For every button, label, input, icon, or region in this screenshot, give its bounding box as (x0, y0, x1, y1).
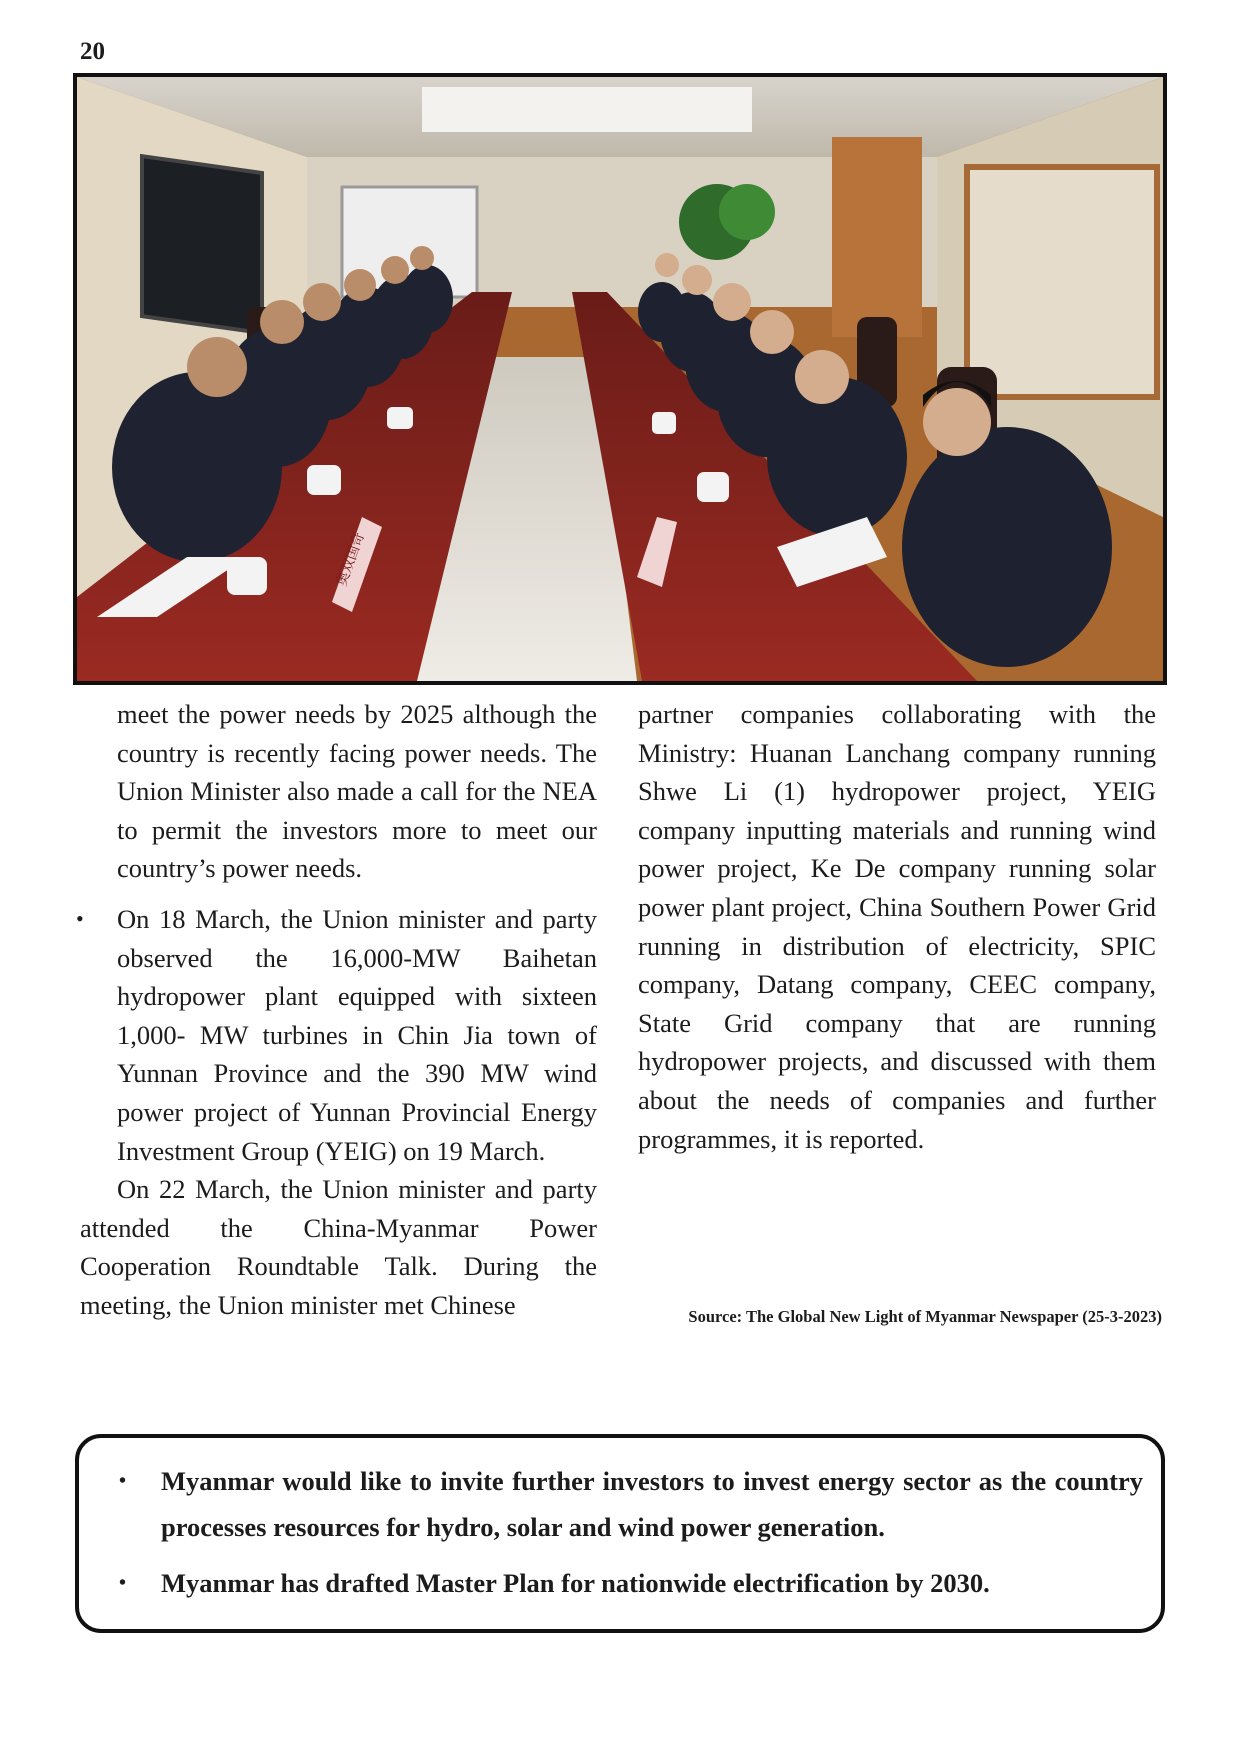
summary-item-text: Myanmar would like to invite further investors to invest energy sector as the country processes resources for hydro, solar and wind power generation. (161, 1466, 1143, 1542)
name-sign-text: 奥双国奇 (333, 530, 368, 589)
summary-item (119, 1560, 1143, 1606)
left-bullet-item (76, 900, 597, 1170)
right-paragraph: partner companies collaborating with the Ministry: Huanan Lanchang company running Shwe Li (1) hydropower project, YEIG company inputting materials and running wind power project, Ke De company running solar power plant project, China Southern Power Grid running in distribution of electricity, SPIC company, Datang company, CEEC company, State Grid company that are running hydropower projects, and discussed with them about the needs of companies and further programmes, it is reported. (638, 699, 1156, 1154)
summary-item (119, 1458, 1143, 1550)
right-column (638, 695, 1156, 1158)
summary-list (119, 1458, 1143, 1606)
bullet-icon: • (76, 905, 84, 931)
bullet-icon: • (119, 1470, 127, 1492)
left-column (76, 695, 597, 1325)
left-paragraph-1: meet the power needs by 2025 although the country is recently facing power needs. The Union Minister also made a call for the NEA to permit the investors more to meet our country’s power needs. (117, 699, 597, 884)
meeting-photo (73, 73, 1167, 685)
bullet-icon: • (119, 1572, 127, 1594)
meeting-room-illustration (77, 77, 1163, 681)
page-number: 20 (80, 38, 105, 65)
summary-item-text: Myanmar has drafted Master Plan for nationwide electrification by 2030. (161, 1568, 990, 1598)
left-paragraph-2: On 22 March, the Union minister and party attended the China-Myanmar Power Cooperation Roundtable Talk. During the meeting, the Union minister met Chinese (80, 1174, 597, 1320)
left-bullet-text: On 18 March, the Union minister and party observed the 16,000-MW Baihetan hydropower plant equipped with sixteen 1,000- MW turbines in Chin Jia town of Yunnan Province and the 390 MW wind power project of Yunnan Provincial Energy Investment Group (YEIG) on 19 March. (117, 903, 597, 1166)
source-credit: Source: The Global New Light of Myanmar Newspaper (25-3-2023) (688, 1307, 1162, 1326)
summary-box (75, 1434, 1165, 1633)
